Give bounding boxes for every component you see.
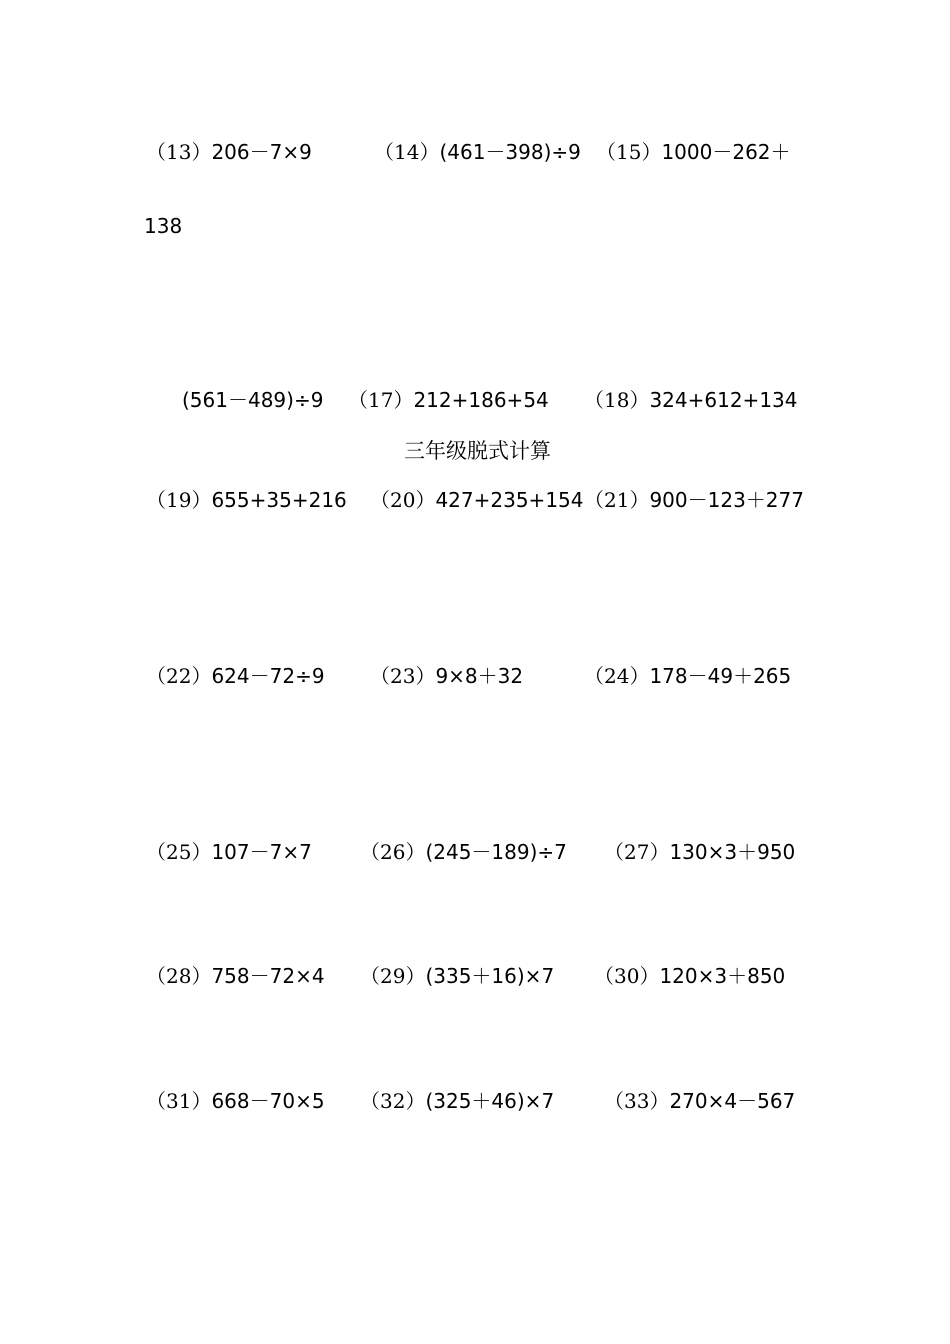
problem-number: （30） <box>594 964 660 988</box>
problem-expression: 138 <box>144 214 183 238</box>
problem-30 <box>594 964 785 988</box>
problem-32 <box>360 1089 554 1113</box>
problem-29 <box>360 964 554 988</box>
problem-number: （14） <box>374 140 440 164</box>
problem-23 <box>370 664 523 688</box>
problem-number: （22） <box>146 664 212 688</box>
problem-expression: 758－72×4 <box>211 964 325 988</box>
problem-14 <box>374 140 581 164</box>
problem-18 <box>584 388 798 412</box>
problem-expression: (335＋16)×7 <box>425 964 555 988</box>
problem-number: （19） <box>146 488 212 512</box>
problem-15 <box>596 140 791 164</box>
problem-19 <box>146 488 347 512</box>
problem-number: （13） <box>146 140 212 164</box>
problem-expression: 668－70×5 <box>211 1089 325 1113</box>
problem-expression: (461－398)÷9 <box>439 140 581 164</box>
problem-expression: 655+35+216 <box>211 488 347 512</box>
problem-expression: 107－7×7 <box>211 840 312 864</box>
problem-15-continuation <box>144 214 182 238</box>
problem-17 <box>348 388 549 412</box>
problem-expression: (325＋46)×7 <box>425 1089 555 1113</box>
problem-13 <box>146 140 312 164</box>
problem-expression: 427+235+154 <box>435 488 584 512</box>
problem-expression: 900－123＋277 <box>649 488 804 512</box>
problem-number: （15） <box>596 140 662 164</box>
problem-number: （21） <box>584 488 650 512</box>
problem-expression: 206－7×9 <box>211 140 312 164</box>
problem-16 <box>182 388 323 412</box>
problem-number: （17） <box>348 388 414 412</box>
problem-24 <box>584 664 791 688</box>
problem-expression: 324+612+134 <box>649 388 798 412</box>
problem-number: （28） <box>146 964 212 988</box>
problem-number: （26） <box>360 840 426 864</box>
problem-expression: 270×4－567 <box>669 1089 796 1113</box>
problem-22 <box>146 664 325 688</box>
problem-number: （31） <box>146 1089 212 1113</box>
problem-31 <box>146 1089 325 1113</box>
problem-expression: (561－489)÷9 <box>182 388 324 412</box>
problem-27 <box>604 840 795 864</box>
page-title: 三年级脱式计算 <box>404 439 551 463</box>
problem-number: （23） <box>370 664 436 688</box>
problem-20 <box>370 488 584 512</box>
problem-number: （27） <box>604 840 670 864</box>
problem-expression: (245－189)÷7 <box>425 840 567 864</box>
problem-33 <box>604 1089 795 1113</box>
problem-number: （24） <box>584 664 650 688</box>
problem-21 <box>584 488 804 512</box>
problem-expression: 624－72÷9 <box>211 664 325 688</box>
problem-28 <box>146 964 325 988</box>
problem-expression: 1000－262＋ <box>661 140 791 164</box>
problem-expression: 178－49＋265 <box>649 664 792 688</box>
problem-number: （32） <box>360 1089 426 1113</box>
problem-number: （29） <box>360 964 426 988</box>
problem-expression: 9×8＋32 <box>435 664 524 688</box>
problem-expression: 120×3＋850 <box>659 964 786 988</box>
problem-expression: 130×3＋950 <box>669 840 796 864</box>
problem-expression: 212+186+54 <box>413 388 549 412</box>
problem-number: （33） <box>604 1089 670 1113</box>
problem-25 <box>146 840 312 864</box>
problem-number: （20） <box>370 488 436 512</box>
problem-number: （25） <box>146 840 212 864</box>
problem-26 <box>360 840 567 864</box>
problem-number: （18） <box>584 388 650 412</box>
